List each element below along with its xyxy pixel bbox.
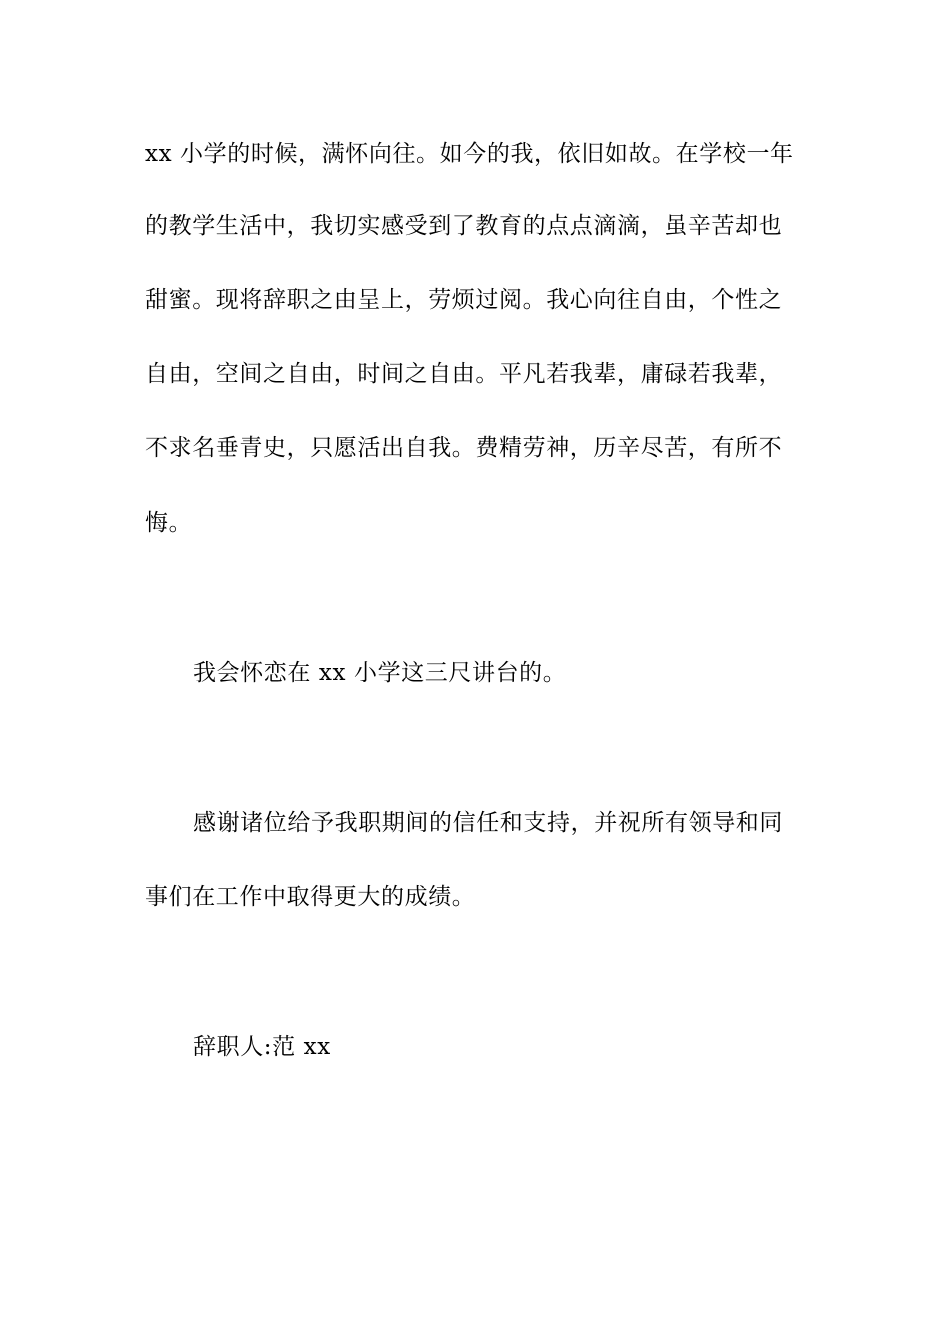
paragraph-3-line-2: 事们在工作中取得更大的成绩。 <box>145 884 476 910</box>
paragraph-1-line-1: xx 小学的时候，满怀向往。如今的我，依旧如故。在学校一年 <box>145 141 794 167</box>
paragraph-1-line-3: 甜蜜。现将辞职之由呈上，劳烦过阅。我心向往自由，个性之 <box>145 287 783 313</box>
paragraph-1-line-5: 不求名垂青史，只愿活出自我。费精劳神，历辛尽苦，有所不 <box>145 435 783 461</box>
signature: 辞职人:范 xx <box>193 1034 331 1060</box>
paragraph-1-line-4: 自由，空间之自由，时间之自由。平凡若我辈，庸碌若我辈， <box>145 361 783 387</box>
paragraph-2-line-1: 我会怀恋在 xx 小学这三尺讲台的。 <box>193 660 567 686</box>
paragraph-1-line-2: 的教学生活中，我切实感受到了教育的点点滴滴，虽辛苦却也 <box>145 213 783 239</box>
paragraph-1-line-6: 悔。 <box>145 510 193 536</box>
paragraph-3-line-1: 感谢诸位给予我职期间的信任和支持，并祝所有领导和同 <box>193 810 783 836</box>
